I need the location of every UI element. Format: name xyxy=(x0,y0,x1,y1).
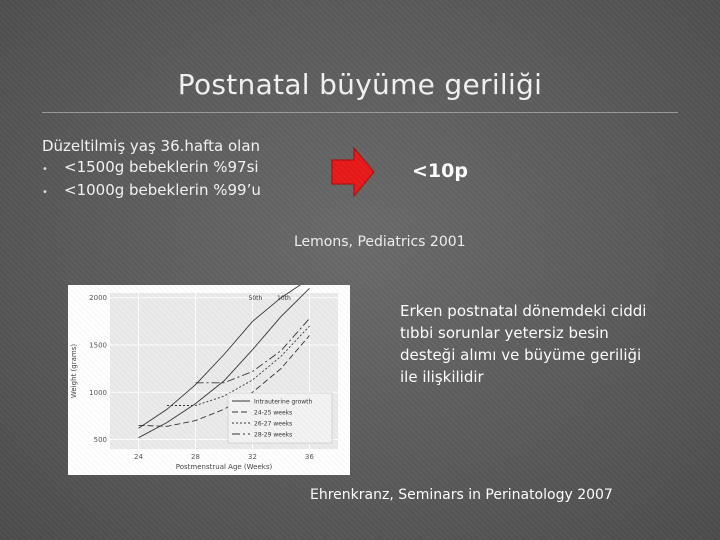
growth-chart xyxy=(68,285,350,475)
bullet-item xyxy=(42,157,261,180)
bullet-item xyxy=(42,180,261,203)
citation-lemons: Lemons, Pediatrics 2001 xyxy=(294,234,466,250)
x-axis-label: Postmenstrual Age (Weeks) xyxy=(175,463,273,471)
right-arrow-icon xyxy=(330,146,376,198)
annotation-10th: 10th xyxy=(277,295,291,302)
x-tick-label: 36 xyxy=(305,453,314,461)
bullet-text: <1000g bebeklerin %99’u xyxy=(64,181,261,199)
annotation-50th: 50th xyxy=(248,295,263,302)
x-tick-label: 32 xyxy=(248,453,257,461)
bullet-text: <1500g bebeklerin %97si xyxy=(64,158,259,176)
citation-ehrenkranz: Ehrenkranz, Seminars in Perinatology 2007 xyxy=(310,487,613,503)
y-tick-label: 500 xyxy=(93,436,107,445)
bullet-dot-icon: • xyxy=(42,164,48,175)
growth-chart-svg xyxy=(68,285,350,475)
bullet-dot-icon: • xyxy=(42,187,48,198)
legend-label: 24-25 weeks xyxy=(254,409,293,417)
legend-label: 26-27 weeks xyxy=(254,420,293,428)
y-axis-label: Weight (grams) xyxy=(70,343,78,399)
percentile-result: <10p xyxy=(412,160,468,182)
y-tick-label: 1000 xyxy=(89,388,107,397)
slide-title: Postnatal büyüme geriliği xyxy=(177,68,543,101)
statistics-block xyxy=(42,136,261,203)
x-tick-label: 28 xyxy=(191,453,200,461)
title-divider xyxy=(42,112,678,113)
explanation-text: Erken postnatal dönemdeki ciddi tıbbi sorunlar yetersiz besin desteği alımı ve büyüme geriliği ile ilişkilidir xyxy=(400,302,647,386)
legend-label: Intrauterine growth xyxy=(254,398,313,406)
y-tick-label: 2000 xyxy=(89,294,107,303)
x-tick-label: 24 xyxy=(134,453,143,461)
y-tick-label: 1500 xyxy=(89,341,107,350)
intro-text: Düzeltilmiş yaş 36.hafta olan xyxy=(42,137,261,155)
legend-label: 28-29 weeks xyxy=(254,431,293,439)
